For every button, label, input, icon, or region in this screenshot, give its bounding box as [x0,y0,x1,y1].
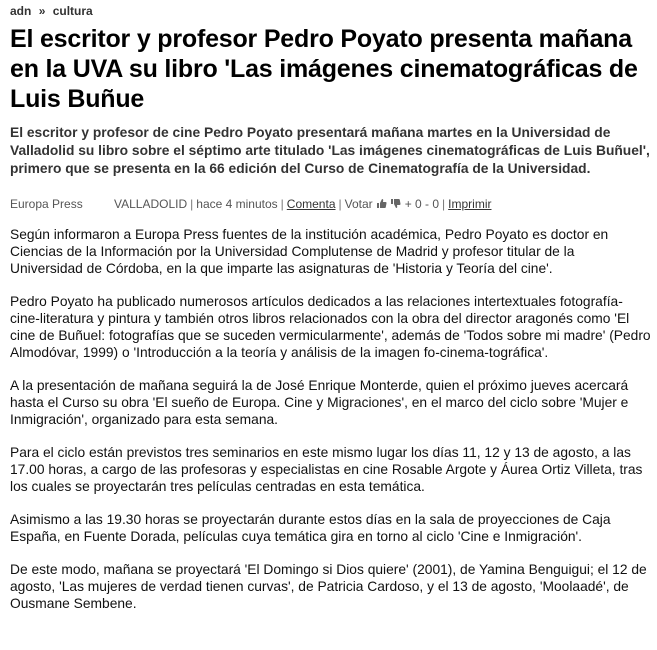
article-lede: El escritor y profesor de cine Pedro Poyato presentará mañana martes en la Universidad de Valladolid su libro sobre el séptimo arte titulado 'Las imágenes cinematográficas de Luis Buñuel', primero que se presenta en la 66 edición del Curso de Cinematografía de la Universidad. [10,125,650,176]
comment-link[interactable]: Comenta [286,197,336,211]
meta-divider: | [190,197,194,211]
article-headline: El escritor y profesor Pedro Poyato presenta mañana en la UVA su libro 'Las imágenes cinematográficas de Luis Buñue [10,25,638,113]
thumbs-down-icon[interactable] [390,197,401,208]
breadcrumb-separator: » [38,4,46,18]
breadcrumb-item-adn[interactable]: adn [10,4,32,18]
breadcrumb-item-cultura[interactable]: cultura [52,4,93,18]
article-paragraph: De este modo, mañana se proyectará 'El Domingo si Dios quiere' (2001), de Yamina Benguigui; el 12 de agosto, 'Las mujeres de verdad tienen curvas', de Patricia Cardoso, y el 13 de agosto, 'Moolaadé', de Ousmane Sembene. [10,562,647,611]
article-body [10,226,651,612]
article-paragraph: Para el ciclo están previstos tres seminarios en este mismo lugar los días 11, 12 y 13 de agosto, a las 17.00 horas, a cargo de las profesoras y especialistas en cine Rosable Argote y Áurea Ortiz Villeta, tras los cuales se proyectarán tres películas centradas en esta temática. [10,445,643,494]
thumbs-up-icon[interactable] [376,197,387,208]
print-link[interactable]: Imprimir [448,197,492,211]
article-source: Europa Press [10,197,83,211]
vote-label: Votar [344,197,373,211]
vote-score: + 0 - 0 [404,197,440,211]
meta-divider: | [280,197,284,211]
meta-divider: | [442,197,446,211]
article-meta [10,196,651,212]
meta-divider: | [338,197,342,211]
article-paragraph: Pedro Poyato ha publicado numerosos artículos dedicados a las relaciones intertextuales fotografía-cine-literatura y pintura y también otros libros relacionados con la obra del director aragonés como 'El cine de Buñuel: fotografías que se suceden vermicularmente', además de 'Todos sobre mi madre' (Pedro Almodóvar, 1999) o 'Introducción a la teoría y análisis de la imagen fo-cinema-tográfica'. [10,294,651,360]
article-location: VALLADOLID [114,197,188,211]
article-paragraph: A la presentación de mañana seguirá la de José Enrique Monterde, quien el próximo jueves acercará hasta el Curso su obra 'El sueño de Europa. Cine y Migraciones', en el marco del ciclo sobre 'Mujer e Inmigración', organizado para esta semana. [10,378,629,427]
article-paragraph: Según informaron a Europa Press fuentes de la institución académica, Pedro Poyato es doctor en Ciencias de la Información por la Universidad Complutense de Madrid y profesor titular de la Universidad de Córdoba, en la que imparte las asignaturas de 'Historia y Teoría del cine'. [10,227,609,276]
article-time: hace 4 minutos [196,197,278,211]
breadcrumb [10,0,651,20]
article-paragraph: Asimismo a las 19.30 horas se proyectarán durante estos días en la sala de proyecciones de Caja España, en Fuente Dorada, películas cuya temática gira en torno al ciclo 'Cine e Inmigración'. [10,512,611,544]
